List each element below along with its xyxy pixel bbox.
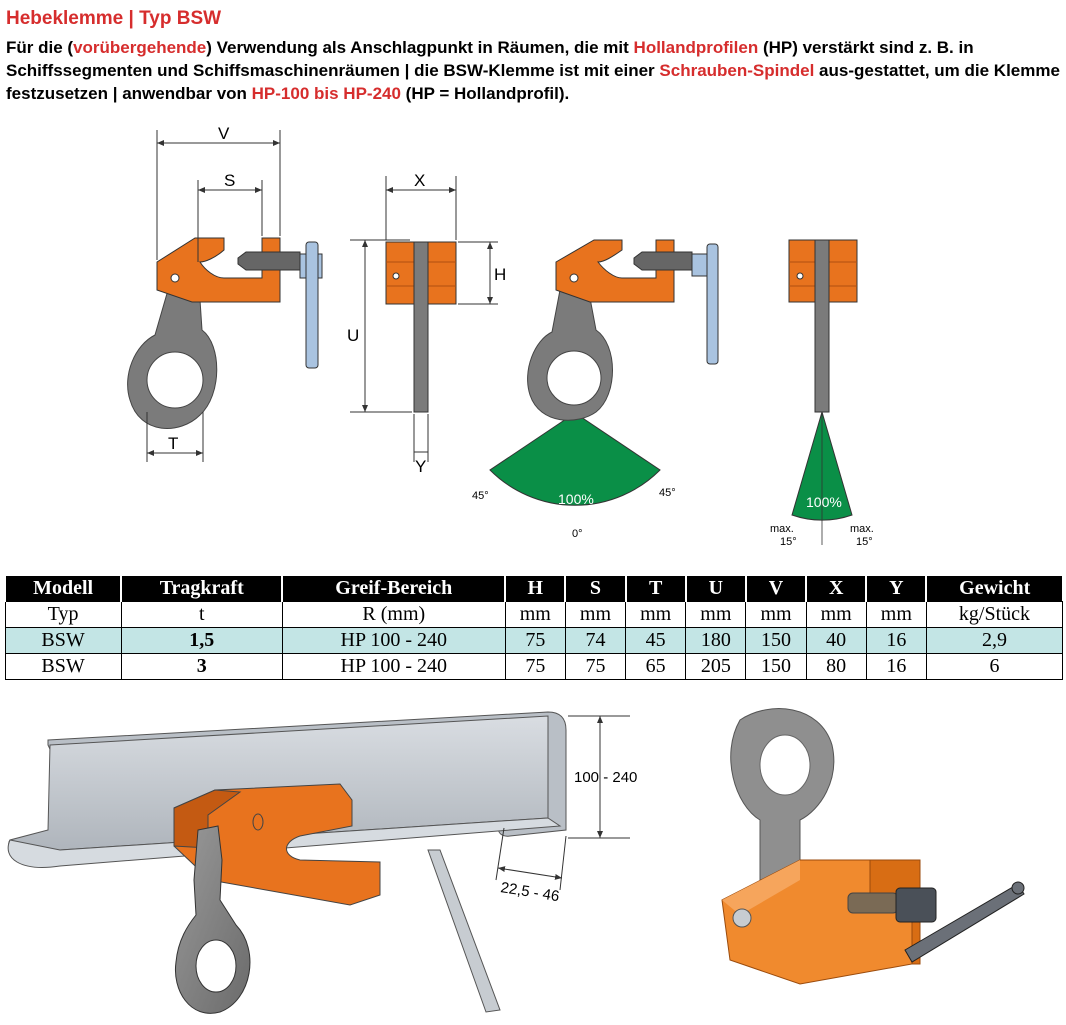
table-cell: HP 100 - 240	[282, 654, 505, 680]
table-cell: 80	[806, 654, 866, 680]
column-unit: R (mm)	[282, 602, 505, 628]
description-highlight: vorübergehende	[73, 38, 207, 57]
column-unit: mm	[806, 602, 866, 628]
column-header: V	[746, 576, 806, 602]
table-cell: 6	[926, 654, 1062, 680]
column-unit: mm	[626, 602, 686, 628]
description-highlight: Schrauben-Spindel	[659, 61, 815, 80]
product-photo	[722, 709, 1024, 984]
table-cell: 3	[121, 654, 282, 680]
table-cell: 75	[565, 654, 625, 680]
column-header: Greif-Bereich	[282, 576, 505, 602]
column-header: U	[686, 576, 746, 602]
description-text: Für die (	[6, 38, 74, 57]
table-cell: 2,9	[926, 628, 1062, 654]
column-header: S	[565, 576, 625, 602]
page-title: Hebeklemme | Typ BSW	[6, 8, 222, 29]
column-header: X	[806, 576, 866, 602]
table-header-row	[5, 576, 1063, 602]
description-text: (HP = Hollandprofil).	[400, 84, 570, 103]
load-diagram-side	[490, 240, 718, 505]
holland-profile-illustration	[8, 712, 566, 1013]
table-cell: BSW	[5, 628, 121, 654]
load-pct-side: 100%	[558, 491, 594, 507]
description-text: ) Verwendung als Anschlagpunkt in Räumen, die mit	[206, 38, 634, 57]
column-header: Y	[866, 576, 926, 602]
table-row	[5, 628, 1063, 654]
table-cell: 75	[505, 628, 565, 654]
column-unit: Typ	[5, 602, 121, 628]
description-text: aus-gestattet, um die Klemme festzusetzen | anwendbar von	[6, 61, 1060, 103]
column-header: T	[626, 576, 686, 602]
table-unit-row	[5, 602, 1063, 628]
front-view-clamp	[386, 242, 456, 412]
table-cell: 45	[626, 628, 686, 654]
column-unit: mm	[866, 602, 926, 628]
table-cell: 16	[866, 628, 926, 654]
table-cell: 205	[686, 654, 746, 680]
angle-bottom-label: 0°	[572, 528, 583, 540]
column-unit: mm	[746, 602, 806, 628]
dim-t-label: T	[168, 434, 179, 453]
profile-flange-label: 22,5 - 46	[499, 879, 561, 906]
table-row	[5, 654, 1063, 680]
dim-s-label: S	[224, 171, 236, 190]
table-cell: 65	[626, 654, 686, 680]
column-unit: t	[121, 602, 282, 628]
table-cell: BSW	[5, 654, 121, 680]
column-header: Gewicht	[926, 576, 1062, 602]
column-header: Tragkraft	[121, 576, 282, 602]
angle-left-label: 45°	[472, 490, 489, 502]
table-cell: 40	[806, 628, 866, 654]
dim-u-label: U	[347, 326, 360, 345]
side-view-clamp	[128, 238, 322, 429]
table-cell: 1,5	[121, 628, 282, 654]
dim-y-label: Y	[415, 457, 427, 476]
description-highlight: HP-100 bis HP-240	[251, 84, 401, 103]
column-unit: mm	[686, 602, 746, 628]
description-highlight: Hollandprofilen	[633, 38, 759, 57]
table-cell: 150	[746, 628, 806, 654]
dim-v-label: V	[218, 124, 230, 143]
load-pct-front: 100%	[806, 494, 842, 510]
column-header: H	[505, 576, 565, 602]
column-unit: mm	[505, 602, 565, 628]
table-cell: 74	[565, 628, 625, 654]
column-header: Modell	[5, 576, 121, 602]
specification-table	[4, 575, 1063, 680]
max-label-left: max.	[770, 523, 794, 535]
max15-right: 15°	[856, 536, 873, 548]
description-text: (HP) verstärkt sind z. B. in Schiffssegmenten und Schiffsmaschinenräumen | die BSW-Klemme ist mit einer	[6, 38, 974, 80]
column-unit: kg/Stück	[926, 602, 1062, 628]
table-cell: 16	[866, 654, 926, 680]
max-label-right: max.	[850, 523, 874, 535]
table-cell: 180	[686, 628, 746, 654]
table-cell: 150	[746, 654, 806, 680]
column-unit: mm	[565, 602, 625, 628]
dim-x-label: X	[414, 171, 426, 190]
max15-left: 15°	[780, 536, 797, 548]
table-cell: 75	[505, 654, 565, 680]
dim-h-label: H	[494, 265, 507, 284]
profile-height-label: 100 - 240	[574, 769, 638, 786]
table-cell: HP 100 - 240	[282, 628, 505, 654]
angle-right-label: 45°	[659, 487, 676, 499]
